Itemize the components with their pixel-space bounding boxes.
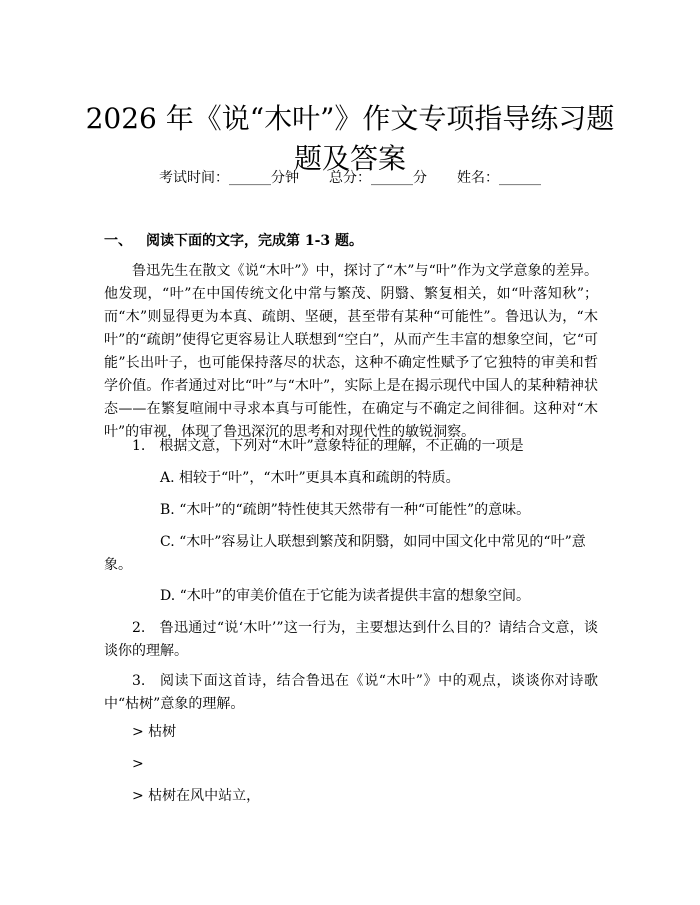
- question-1-option-d: D. “木叶”的审美价值在于它能为读者提供丰富的想象空间。: [160, 588, 530, 604]
- title-line-2: 题及答案: [293, 141, 406, 175]
- question-3: [104, 670, 598, 716]
- poem-line-1: > 枯树: [132, 724, 177, 740]
- question-1-number: 1.: [132, 438, 146, 454]
- question-1: [104, 435, 598, 458]
- page-title: [0, 99, 700, 179]
- question-3-number: 3.: [132, 673, 146, 689]
- section-number: 一、: [104, 233, 132, 249]
- student-name-field: 姓名：______: [457, 170, 541, 186]
- exam-time-field: 考试时间：______分钟: [159, 170, 299, 186]
- question-2-text: 鲁迅通过“说‘木叶’”这一行为，主要想达到什么目的？请结合文意，谈谈你的理解。: [104, 620, 598, 659]
- question-1-option-c: C. “木叶”容易让人联想到繁茂和阴翳，如同中国文化中常见的“叶”意象。: [104, 534, 586, 573]
- exam-meta: [0, 168, 700, 188]
- question-1-option-a: A. 相较于“叶”，“木叶”更具本真和疏朗的特质。: [160, 470, 460, 486]
- total-score-field: 总分：______分: [329, 170, 427, 186]
- poem-line-3: > 枯树在风中站立，: [132, 788, 261, 804]
- reading-passage: 鲁迅先生在散文《说“木叶”》中，探讨了“木”与“叶”作为文学意象的差异。他发现，“叶”在中国传统文化中常与繁茂、阴翳、繁复相关，如“叶落知秋”；而“木”则显得更为本真、疏朗、坚硬，甚至带有某种“可能性”。鲁迅认为，“木叶”的“疏朗”使得它更容易让人联想到“空白”，从而产生丰富的想象空间，它“可能”长出叶子，也可能保持落尽的状态，这种不确定性赋予了它独特的审美和哲学价值。作者通过对比“叶”与“木叶”，实际上是在揭示现代中国人的某种精神状态——在繁复喧闹中寻求本真与可能性，在确定与不确定之间徘徊。这种对“木叶”的审视，体现了鲁迅深沉的思考和对现代性的敏锐洞察。: [104, 263, 598, 440]
- section-heading: [104, 231, 363, 251]
- question-2: [104, 617, 598, 663]
- question-3-text: 阅读下面这首诗，结合鲁迅在《说“木叶”》中的观点，谈谈你对诗歌中“枯树”意象的理解。: [104, 673, 598, 712]
- question-1-option-b: B. “木叶”的“疏朗”特性使其天然带有一种“可能性”的意味。: [160, 502, 531, 518]
- question-2-number: 2.: [132, 620, 146, 636]
- title-line-1: 2026 年《说“木叶”》作文专项指导练习题: [85, 101, 615, 135]
- question-1-text: 根据文意，下列对“木叶”意象特征的理解，不正确的一项是: [159, 438, 524, 454]
- poem-line-2: >: [132, 756, 144, 772]
- section-instruction: 阅读下面的文字，完成第 1-3 题。: [146, 233, 364, 249]
